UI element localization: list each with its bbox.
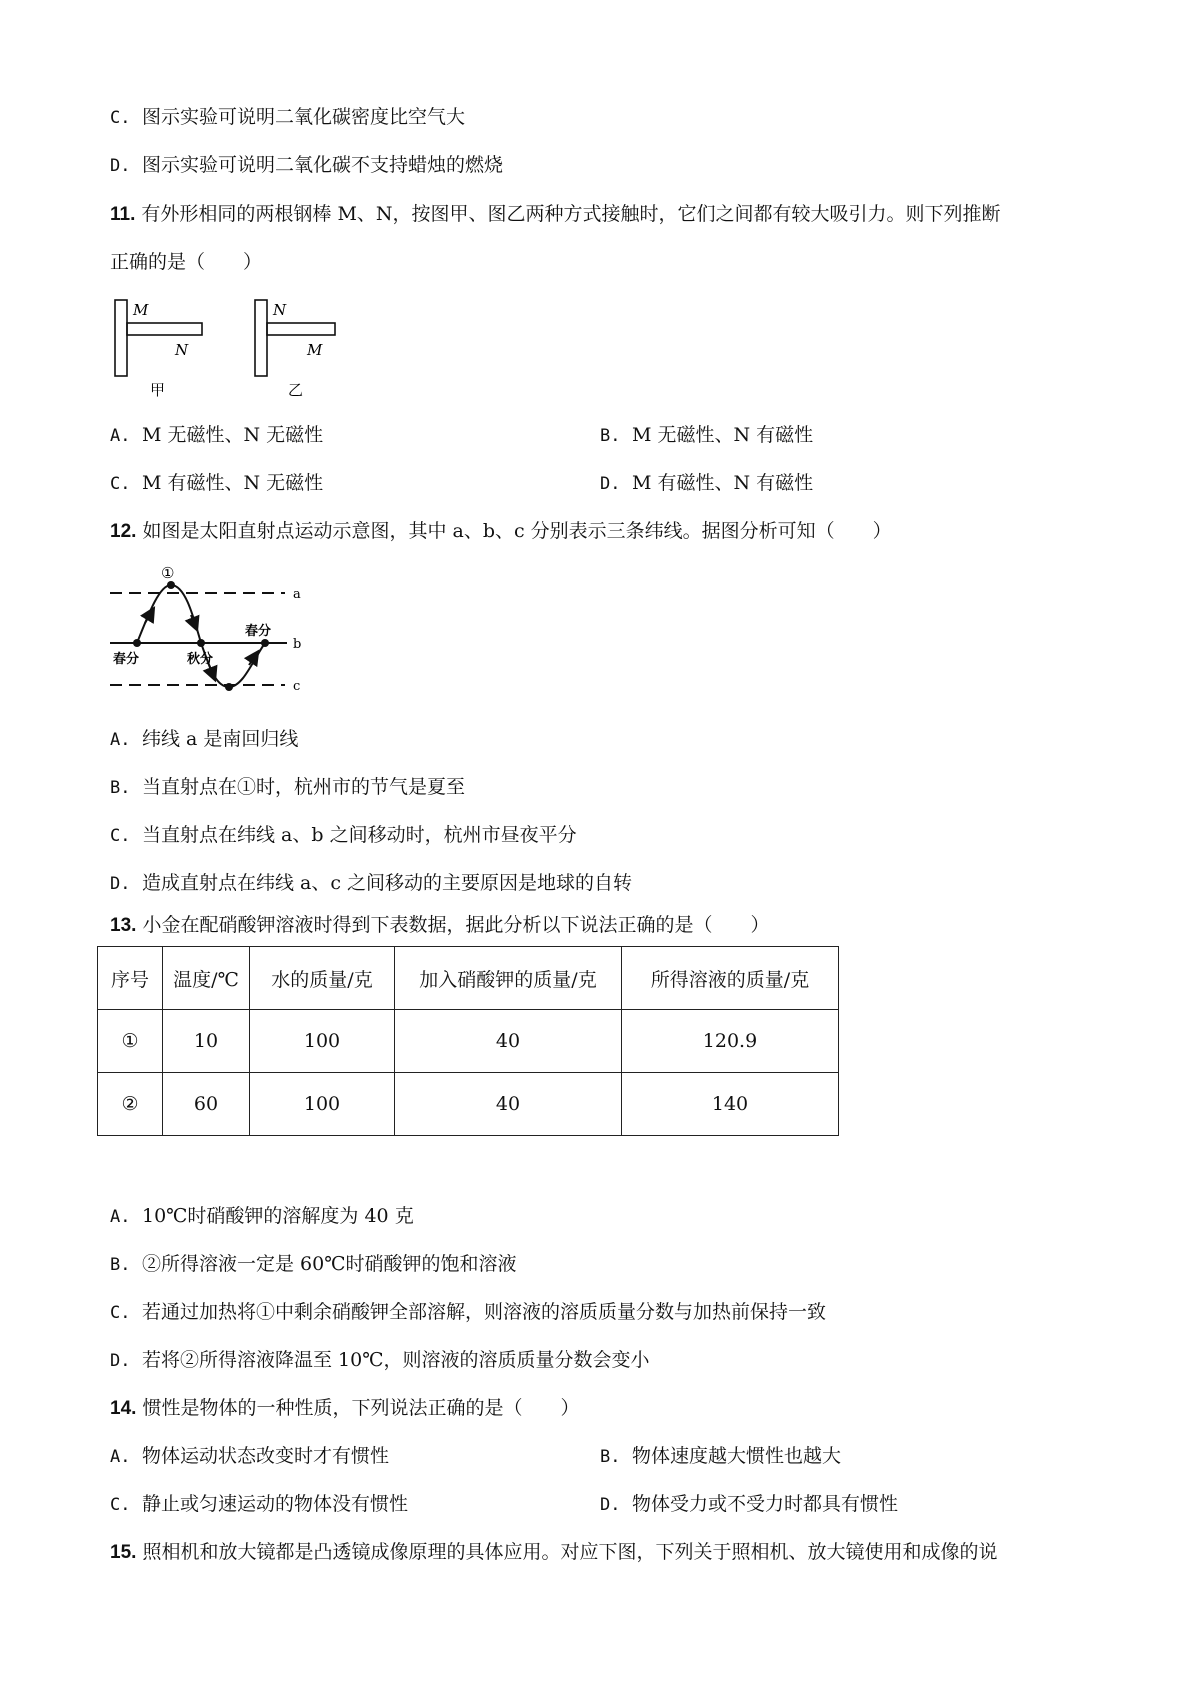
table-header-cell: 温度/℃ [163, 947, 250, 1010]
question-number: 13. [110, 915, 137, 936]
q15-stem [110, 1537, 997, 1564]
option-letter: D. [110, 156, 131, 176]
option-letter: C. [110, 826, 131, 846]
option-letter: D. [110, 1351, 131, 1371]
label-n: N [273, 301, 287, 319]
question-stem: 照相机和放大镜都是凸透镜成像原理的具体应用。对应下图，下列关于照相机、放大镜使用和成像的说 [142, 1541, 998, 1563]
option-text: 造成直射点在纬线 a、c 之间移动的主要原因是地球的自转 [142, 872, 633, 894]
question-stem: 小金在配硝酸钾溶液时得到下表数据，据此分析以下说法正确的是（ ） [142, 914, 770, 936]
bar-m-horizontal [267, 323, 335, 335]
option-letter: C. [110, 474, 131, 494]
table-cell: 40 [395, 1010, 622, 1073]
table-cell: ① [98, 1010, 163, 1073]
potassium-nitrate-table [97, 946, 839, 1136]
bar-m-vertical [115, 300, 127, 376]
option-letter: C. [110, 1495, 131, 1515]
option-text: 图示实验可说明二氧化碳不支持蜡烛的燃烧 [142, 154, 504, 176]
q11-stem-line2 [110, 247, 262, 274]
point-spring-equinox-2 [261, 639, 269, 647]
sun-direct-point-diagram [105, 565, 315, 700]
q14-option-c [110, 1489, 408, 1516]
label-spring-equinox: 春分 [245, 624, 272, 639]
option-text: 物体速度越大惯性也越大 [632, 1445, 842, 1467]
option-text: ②所得溶液一定是 60℃时硝酸钾的饱和溶液 [142, 1253, 517, 1275]
caption-yi: 乙 [288, 381, 304, 399]
question-number: 14. [110, 1398, 137, 1419]
table-cell: 120.9 [622, 1010, 839, 1073]
option-letter: B. [110, 778, 131, 798]
bar-n-horizontal [127, 323, 202, 335]
q11-option-a [110, 420, 323, 447]
q11-option-d [600, 468, 813, 495]
option-text: M 有磁性、N 无磁性 [142, 472, 324, 494]
question-number: 15. [110, 1542, 137, 1563]
q13-option-a [110, 1201, 414, 1228]
marker-1: ① [161, 565, 175, 582]
table-header-cell: 所得溶液的质量/克 [622, 947, 839, 1010]
table-cell: 100 [250, 1010, 395, 1073]
option-text: 若通过加热将①中剩余硝酸钾全部溶解，则溶液的溶质质量分数与加热前保持一致 [142, 1301, 827, 1323]
option-text: M 无磁性、N 无磁性 [142, 424, 324, 446]
label-autumn-equinox: 秋分 [187, 652, 214, 667]
label-n: N [175, 341, 189, 359]
question-number: 12. [110, 521, 137, 542]
q14-option-a [110, 1441, 389, 1468]
q12-stem [110, 516, 892, 543]
option-letter: D. [600, 474, 621, 494]
question-stem: 惯性是物体的一种性质，下列说法正确的是（ ） [142, 1397, 580, 1419]
option-letter: D. [600, 1495, 621, 1515]
option-text: 当直射点在①时，杭州市的节气是夏至 [142, 776, 466, 798]
table-header-row [98, 947, 839, 1010]
option-text: 物体受力或不受力时都具有惯性 [632, 1493, 899, 1515]
table-cell: 60 [163, 1073, 250, 1136]
option-letter: A. [110, 1447, 131, 1467]
q11-option-c [110, 468, 323, 495]
option-letter: A. [110, 730, 131, 750]
option-text: 图示实验可说明二氧化碳密度比空气大 [142, 106, 466, 128]
q11-option-b [600, 420, 813, 447]
option-letter: B. [600, 426, 621, 446]
point-autumn-equinox [197, 639, 205, 647]
marker-1-circle [167, 581, 175, 589]
option-text: 静止或匀速运动的物体没有惯性 [142, 1493, 409, 1515]
point-bottom [225, 683, 233, 691]
table-header-cell: 加入硝酸钾的质量/克 [395, 947, 622, 1010]
line-label-b: b [293, 637, 302, 652]
question-stem: 如图是太阳直射点运动示意图，其中 a、b、c 分别表示三条纬线。据图分析可知（ ） [142, 520, 892, 542]
question-stem-continued: 正确的是（ ） [110, 251, 263, 273]
label-spring-equinox: 春分 [113, 652, 140, 667]
label-m: M [307, 341, 323, 359]
question-stem: 有外形相同的两根钢棒 M、N，按图甲、图乙两种方式接触时，它们之间都有较大吸引力。则下列推断 [141, 203, 1001, 225]
q13-option-b [110, 1249, 516, 1276]
option-letter: C. [110, 108, 131, 128]
q10-option-c [110, 102, 465, 129]
bar-n-vertical [255, 300, 267, 376]
q10-option-d [110, 150, 503, 177]
table-header-cell: 序号 [98, 947, 163, 1010]
option-text: 物体运动状态改变时才有惯性 [142, 1445, 390, 1467]
option-letter: A. [110, 1207, 131, 1227]
table-cell: ② [98, 1073, 163, 1136]
caption-jia: 甲 [150, 381, 166, 399]
question-number: 11. [110, 204, 136, 225]
line-label-a: a [293, 587, 301, 602]
q12-option-c [110, 820, 577, 847]
option-letter: A. [110, 426, 131, 446]
table-cell: 40 [395, 1073, 622, 1136]
table-row [98, 1010, 839, 1073]
magnet-figure [105, 290, 345, 400]
option-letter: D. [110, 874, 131, 894]
q12-option-d [110, 868, 632, 895]
table-row [98, 1073, 839, 1136]
option-text: M 有磁性、N 有磁性 [632, 472, 814, 494]
table-cell: 140 [622, 1073, 839, 1136]
option-letter: C. [110, 1303, 131, 1323]
table-cell: 100 [250, 1073, 395, 1136]
q14-option-b [600, 1441, 841, 1468]
table-cell: 10 [163, 1010, 250, 1073]
q12-option-b [110, 772, 465, 799]
q13-option-d [110, 1345, 649, 1372]
q13-option-c [110, 1297, 826, 1324]
q12-option-a [110, 724, 298, 751]
option-letter: B. [600, 1447, 621, 1467]
option-text: 10℃时硝酸钾的溶解度为 40 克 [142, 1205, 414, 1227]
q11-stem-line1 [110, 199, 1001, 226]
table-header-cell: 水的质量/克 [250, 947, 395, 1010]
label-m: M [133, 301, 149, 319]
option-text: M 无磁性、N 有磁性 [632, 424, 814, 446]
option-text: 当直射点在纬线 a、b 之间移动时，杭州市昼夜平分 [142, 824, 577, 846]
option-text: 若将②所得溶液降温至 10℃，则溶液的溶质质量分数会变小 [142, 1349, 650, 1371]
q14-option-d [600, 1489, 898, 1516]
q13-stem [110, 910, 769, 937]
line-label-c: c [293, 679, 301, 694]
option-letter: B. [110, 1255, 131, 1275]
q14-stem [110, 1393, 579, 1420]
option-text: 纬线 a 是南回归线 [142, 728, 299, 750]
point-spring-equinox-1 [133, 639, 141, 647]
